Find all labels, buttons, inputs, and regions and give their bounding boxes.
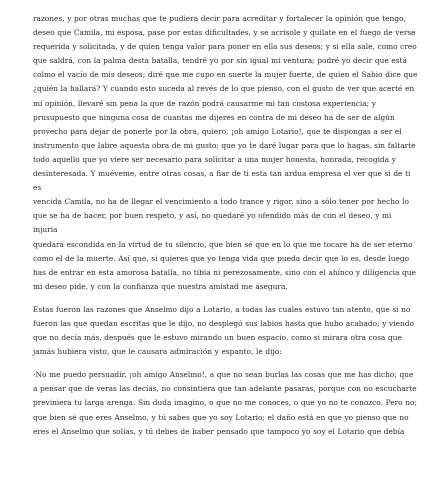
paragraph-lotario-reply: -No me puedo persuadir, ¡oh amigo Anselmo!, a que no sean burlas las cosas que me has dicho; que a pensar que de veras las decías, no consintiera que tan adelante pasaras, porque con no escucharte previniera tu larga arenga. Sin duda imagino, o que no me conoces, o que yo no te conozco. Pero no; que bien sé que eres Anselmo, y tú sabes que yo soy Lotario; el daño está en que yo pienso que no eres el Anselmo que solías, y tú debes de haber pensado que tampoco yo soy el Lotario que debía xyxy=(33,370,417,436)
paragraph-narration: Estas fueron las razones que Anselmo dijo a Lotario, a todas las cuales estuvo tan atento, que si no fueron las que quedan escritas que le dijo, no desplegó sus labios hasta que hubo acabado; y viendo que no decía más, después que le estuvo mirando un buen espacio, como si mirara otra cosa que jamás hubiera visto, que le causara admiración y espanto, le dijo: xyxy=(33,304,414,357)
paragraph-anselmo-speech: razones, y por otras muchas que te pudiera decir para acreditar y fortalecer la opinión que tengo, deseo que Camila, mi esposa, pase por estas dificultades, y se acrisole y quilate en el fuego de verse requerida y solicitada, y de quien tenga valor para poner en ella sus deseos; y si ella sale, como creo que saldrá, con la palma desta batalla, tendré yo por sin igual mi ventura; podré yo decir que está colmo el vacío de mis deseos; diré que me cupo en suerte la mujer fuerte, de quien el Sabio dice que ¿quién la hallará? Y cuando esto suceda al revés de lo que pienso, con el gusto de ver que acerté en mi opinión, llevaré sin pena la que de razón podrá causarme mi tan costosa experiencia; y prusupuesto que ninguna cosa de cuantas me dijeres en contra de mi deseo ha de ser de algún provecho para dejar de ponerle por la obra, quiero, ¡oh amigo Lotario!, que te dispongas a ser el instrumento que labre aquesta obra de mi gusto; que yo te daré lugar para que lo hagas, sin faltarte todo aquello que yo viere ser necesario para solicitar a una mujer honesta, honrada, recogida y desinteresada. Y muéveme, entre otras cosas, a fiar de ti esta tan ardua empresa el ver que si de ti es vencida Camila, no ha de llegar el vencimiento a todo trance y rigor, sino a sólo tener por hecho lo que se ha de hacer, por buen respeto, y así, no quedaré yo ofendido más de con el deseo, y mi injuria quedará escondida en la virtud de tu silencio, que bien sé que en lo que me tocare ha de ser eterno como el de la muerte. Así que, si quieres que yo tenga vida que pueda decir que lo es, desde luego has de entrar en esta amorosa batalla, no tibia ni perezosamente, sino con el ahínco y diligencia que mi deseo pide, y con la confianza que nuestra amistad me asegura. xyxy=(33,14,418,291)
document-page xyxy=(33,12,418,439)
